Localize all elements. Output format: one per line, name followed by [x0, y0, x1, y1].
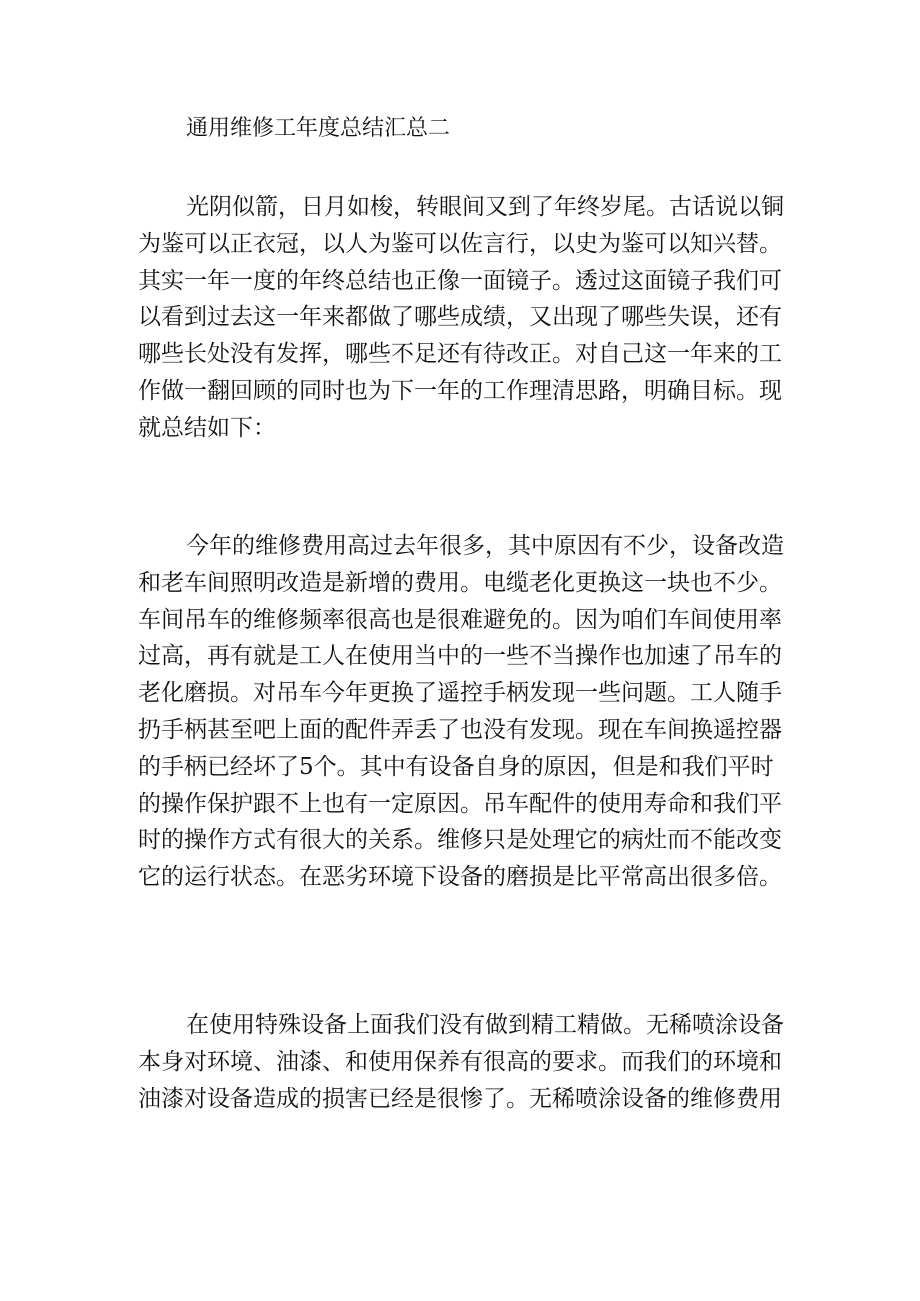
paragraph-line: 光阴似箭，日月如梭，转眼间又到了年终岁尾。古话说以铜 [186, 194, 784, 220]
paragraph-line: 哪些长处没有发挥，哪些不足还有待改正。对自己这一年来的工 [138, 341, 782, 368]
paragraph-line: 作做一翻回顾的同时也为下一年的工作理清思路，明确目标。现 [138, 377, 782, 404]
paragraph-line: 在使用特殊设备上面我们没有做到精工精做。无稀喷涂设备 [186, 1012, 784, 1038]
paragraph-maintenance-costs [138, 528, 798, 896]
paragraph-line: 今年的维修费用高过去年很多，其中原因有不少，设备改造 [186, 533, 784, 559]
paragraph-line: 和老车间照明改造是新增的费用。电缆老化更换这一块也不少。 [138, 569, 782, 596]
paragraph-line: 扔手柄甚至吧上面的配件弄丢了也没有发现。现在车间换遥控器 [138, 716, 782, 743]
paragraph-line: 本身对环境、油漆、和使用保养有很高的要求。而我们的环境和 [138, 1048, 782, 1075]
paragraph-intro [138, 189, 798, 447]
paragraph-line: 它的运行状态。在恶劣环境下设备的磨损是比平常高出很多倍。 [138, 864, 782, 891]
paragraph-special-equipment [138, 1007, 798, 1117]
paragraph-line: 时的操作方式有很大的关系。维修只是处理它的病灶而不能改变 [138, 827, 782, 854]
paragraph-line: 其实一年一度的年终总结也正像一面镜子。透过这面镜子我们可 [138, 267, 782, 294]
paragraph-line: 车间吊车的维修频率很高也是很难避免的。因为咱们车间使用率 [138, 606, 782, 633]
paragraph-line: 的手柄已经坏了5个。其中有设备自身的原因，但是和我们平时 [138, 753, 774, 780]
paragraph-line: 为鉴可以正衣冠，以人为鉴可以佐言行，以史为鉴可以知兴替。 [138, 230, 782, 257]
paragraph-line: 老化磨损。对吊车今年更换了遥控手柄发现一些问题。工人随手 [138, 680, 782, 707]
paragraph-line: 油漆对设备造成的损害已经是很惨了。无稀喷涂设备的维修费用 [138, 1085, 782, 1112]
paragraph-line: 以看到过去这一年来都做了哪些成绩，又出现了哪些失误，还有 [138, 304, 782, 331]
paragraph-line: 就总结如下： [138, 414, 276, 441]
document-title: 通用维修工年度总结汇总二 [186, 116, 451, 141]
paragraph-line: 的操作保护跟不上也有一定原因。吊车配件的使用寿命和我们平 [138, 790, 782, 817]
paragraph-line: 过高，再有就是工人在使用当中的一些不当操作也加速了吊车的 [138, 643, 782, 670]
